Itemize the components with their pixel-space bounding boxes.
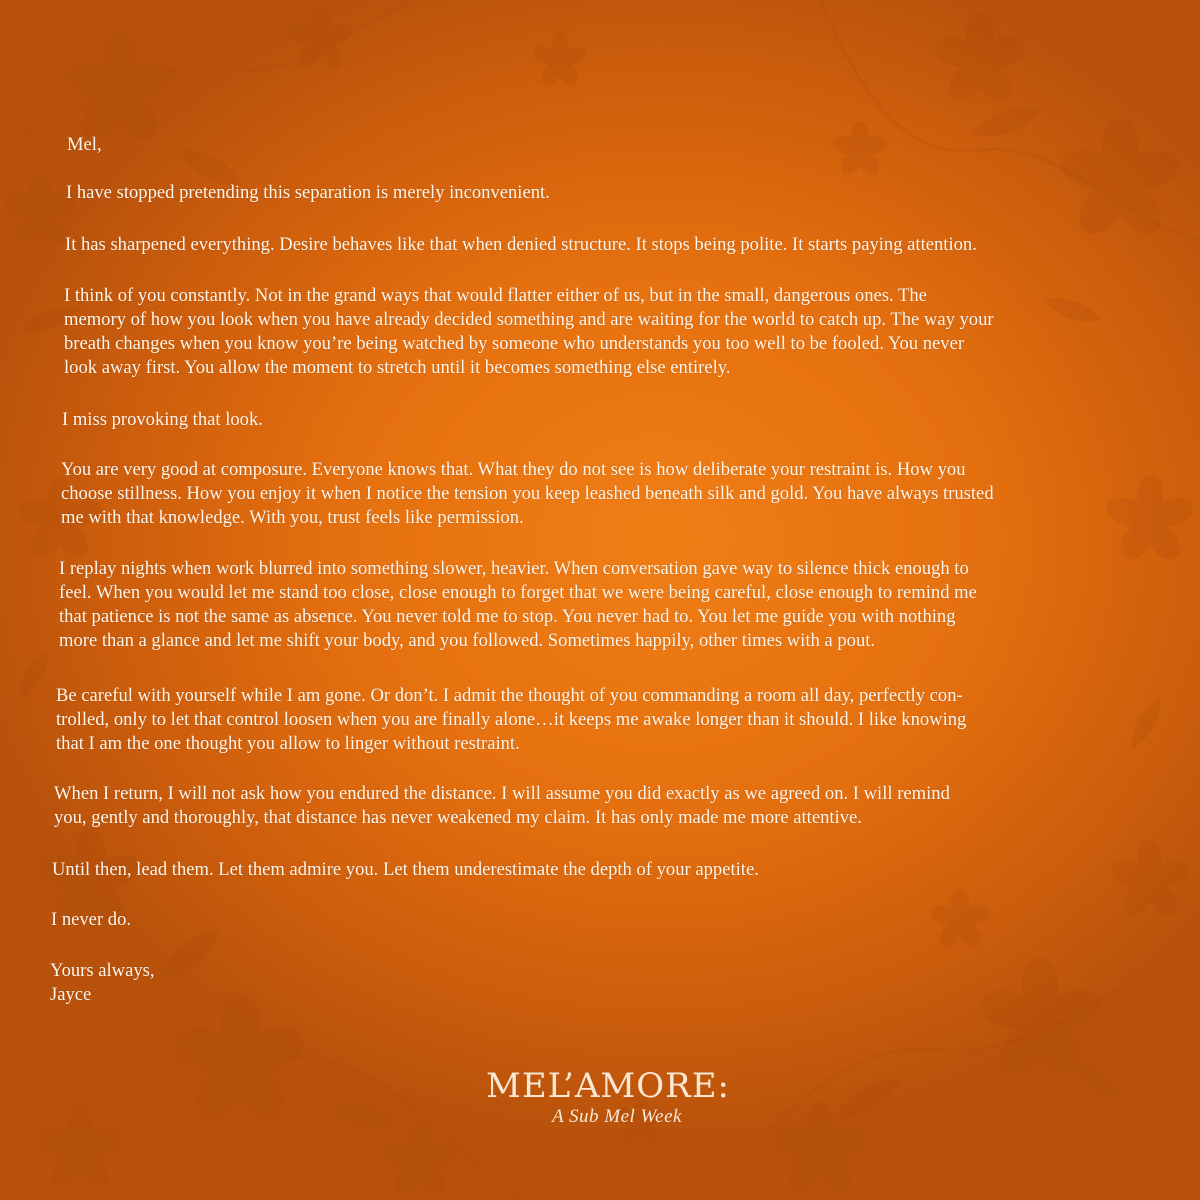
paragraph-line: trolled, only to let that control loosen when you are finally alone…it keeps me awake longer than it should. I like knowing	[56, 709, 967, 730]
paragraph-line: It has sharpened everything. Desire behaves like that when denied structure. It stops being polite. It starts paying attention.	[65, 234, 977, 255]
paragraph-line: me with that knowledge. With you, trust feels like permission.	[61, 507, 524, 528]
logo-title: MEL’AMORE:	[486, 1066, 730, 1106]
paragraph-line: Be careful with yourself while I am gone. Or don’t. I admit the thought of you commanding a room all day, perfectly con-	[56, 685, 963, 706]
paragraph-line: I have stopped pretending this separation is merely inconvenient.	[66, 182, 550, 203]
paragraph-line: I miss provoking that look.	[62, 409, 263, 430]
paragraph-line: feel. When you would let me stand too close, close enough to forget that we were being careful, close enough to remind me	[59, 582, 977, 603]
paragraph-2	[65, 233, 977, 257]
paragraph-4	[62, 408, 263, 432]
paragraph-line: I replay nights when work blurred into something slower, heavier. When conversation gave way to silence thick enough to	[59, 558, 969, 579]
paragraph-5	[61, 458, 994, 530]
paragraph-line: When I return, I will not ask how you endured the distance. I will assume you did exactly as we agreed on. I will remind	[54, 783, 950, 804]
paragraph-line: memory of how you look when you have already decided something and are waiting for the world to catch up. The way your	[64, 309, 994, 330]
paragraph-line: I never do.	[51, 909, 132, 930]
paragraph-6	[59, 557, 977, 653]
paragraph-3	[64, 284, 994, 380]
paragraph-line: choose stillness. How you enjoy it when I notice the tension you keep leashed beneath silk and gold. You have always trusted	[61, 483, 994, 504]
paragraph-10	[51, 908, 131, 932]
closing: Yours always,	[50, 960, 155, 981]
paragraph-line: more than a glance and let me shift your body, and you followed. Sometimes happily, other times with a pout.	[59, 630, 876, 651]
sign-off	[50, 959, 155, 1007]
paragraph-line: breath changes when you know you’re being watched by someone who understands you too well to be fooled. You never	[64, 333, 965, 354]
paragraph-8	[54, 782, 950, 830]
paragraph-line: You are very good at composure. Everyone knows that. What they do not see is how deliberate your restraint is. How you	[61, 459, 966, 480]
paragraph-line: look away first. You allow the moment to stretch until it becomes something else entirely.	[64, 357, 731, 378]
paragraph-line: that I am the one thought you allow to linger without restraint.	[56, 733, 520, 754]
paragraph-9	[52, 858, 759, 882]
melamore-logo	[486, 1066, 736, 1142]
paragraph-line: you, gently and thoroughly, that distance has never weakened my claim. It has only made me more attentive.	[54, 807, 862, 828]
logo-subtitle: A Sub Mel Week	[552, 1106, 682, 1127]
paragraph-line: Until then, lead them. Let them admire you. Let them underestimate the depth of your appetite.	[52, 859, 759, 880]
paragraph-7	[56, 684, 966, 756]
signature: Jayce	[50, 984, 92, 1005]
salutation	[67, 133, 102, 157]
paragraph-line: I think of you constantly. Not in the grand ways that would flatter either of us, but in the small, dangerous ones. The	[64, 285, 927, 306]
paragraph-1	[66, 181, 550, 205]
salutation-text: Mel,	[67, 134, 102, 155]
paragraph-line: that patience is not the same as absence. You never told me to stop. You never had to. You let me guide you with nothing	[59, 606, 956, 627]
